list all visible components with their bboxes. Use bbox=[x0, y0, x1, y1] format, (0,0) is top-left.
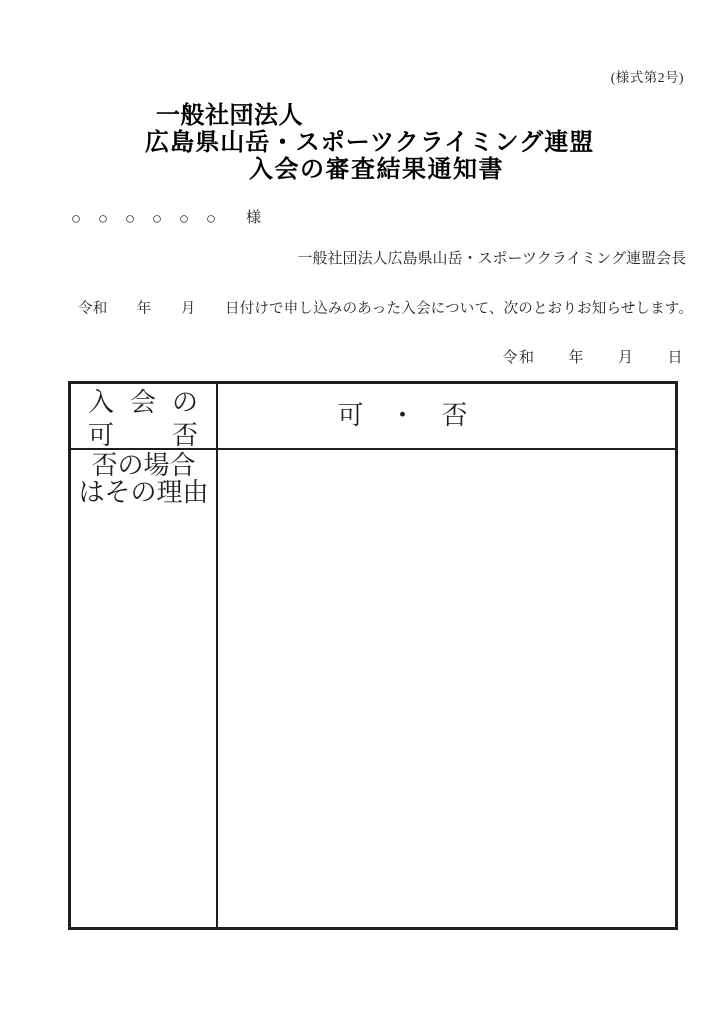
notification-body-text: 令和 年 月 日付けで申し込みのあった入会について、次のとおりお知らせします。 bbox=[78, 301, 694, 317]
rejection-reason-label-line1: 否の場合 bbox=[91, 451, 196, 480]
table-cell-rejection-reason-value bbox=[218, 450, 675, 927]
honorific-sama: 様 bbox=[246, 210, 262, 226]
name-placeholder-circle: ○ bbox=[97, 209, 109, 228]
admission-approval-label-line2: 可否 bbox=[88, 421, 198, 450]
table-header-admission-approval bbox=[71, 384, 218, 450]
table-header-rejection-reason bbox=[71, 450, 218, 927]
name-placeholder-circle: ○ bbox=[205, 209, 217, 228]
title-organization-name: 広島県山岳・スポーツクライミング連盟 bbox=[145, 129, 595, 156]
sender-chairman-line: 一般社団法人広島県山岳・スポーツクライミング連盟会長 bbox=[297, 251, 686, 267]
admission-approval-label-line1: 入会の bbox=[88, 388, 198, 417]
table-cell-approval-value bbox=[218, 384, 675, 450]
name-placeholder-circle: ○ bbox=[124, 209, 136, 228]
approval-or-rejection-value: 可 ・ 否 bbox=[337, 401, 468, 430]
rejection-reason-label-line2: はその理由 bbox=[78, 478, 209, 507]
name-placeholder-circle: ○ bbox=[151, 209, 163, 228]
form-number: (様式第2号) bbox=[610, 70, 684, 85]
admission-approval-label bbox=[88, 386, 198, 452]
name-placeholder-circle: ○ bbox=[70, 209, 82, 228]
document-title: 入会の審査結果通知書 bbox=[249, 156, 504, 183]
review-result-table bbox=[68, 381, 678, 930]
issue-date-line: 令和 年 月 日 bbox=[502, 350, 684, 366]
addressee-line bbox=[69, 210, 261, 227]
title-organization-type: 一般社団法人 bbox=[156, 102, 303, 129]
name-placeholder-circle: ○ bbox=[178, 209, 190, 228]
